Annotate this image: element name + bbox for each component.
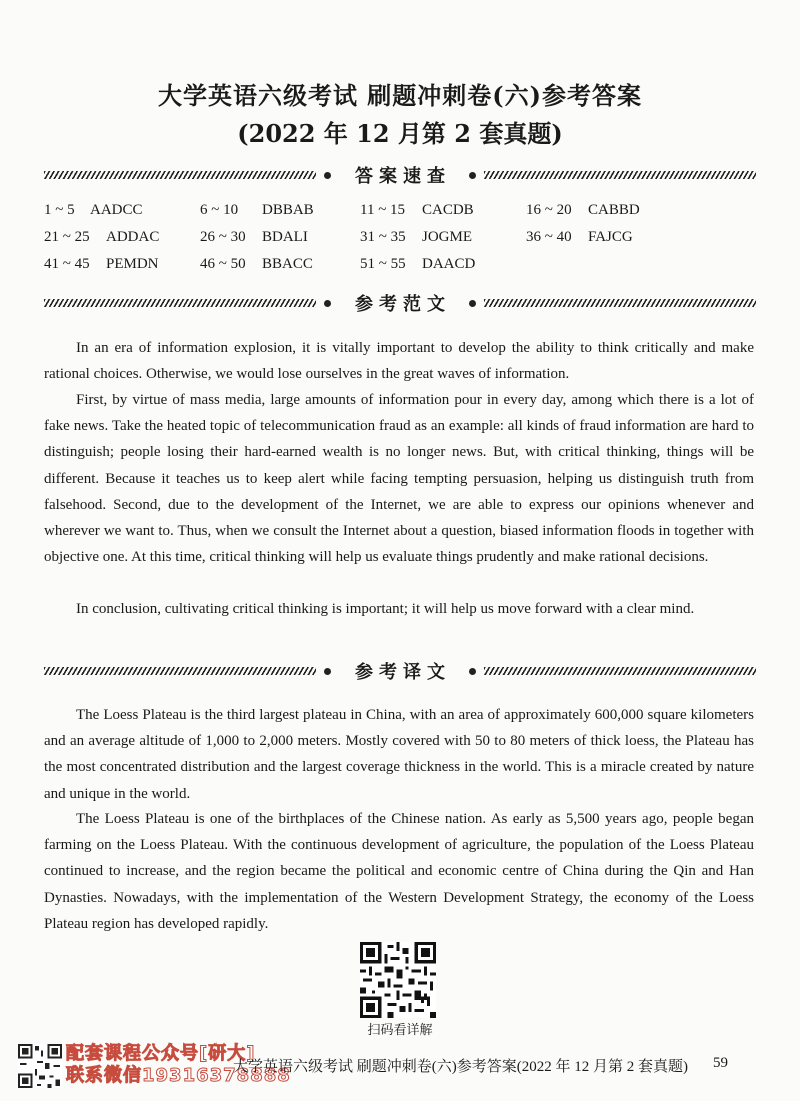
translation-paragraph-2: The Loess Plateau is one of the birthplaces of the Chinese nation. As early as 5,500 years ago, people began farming on the Loess Plateau. With the continuous development of agriculture, the population of the Loess Plateau continued to increase, and the region became the political and economic centre of China during the Qin and Han Dynasties. Nowadays, with the implementation of the Western Development Strategy, the economy of the Loess Plateau region has developed rapidly. xyxy=(44,811,754,932)
essay-paragraph-1: In an era of information explosion, it is vitally important to develop the ability to think critically and make rational choices. Otherwise, we would lose ourselves in the great waves of information. xyxy=(44,340,754,383)
answer-row xyxy=(44,229,744,256)
qr-code-icon xyxy=(360,942,436,1018)
answer-cell: 51 ~ 55 DAACD xyxy=(360,256,476,272)
divider-dot xyxy=(469,172,476,179)
answer-cell: 46 ~ 50 BBACC xyxy=(200,256,313,272)
divider-hatch xyxy=(484,667,756,675)
divider-hatch xyxy=(484,171,756,179)
stamp-line-2: 联系微信19316378888 xyxy=(66,1065,291,1086)
stamp-line-1: 配套课程公众号[研大] xyxy=(66,1043,256,1064)
section-title-essay: 参考范文 xyxy=(355,294,451,315)
divider-dot xyxy=(469,300,476,307)
section-header-essay xyxy=(44,288,756,318)
page-number: 59 xyxy=(713,1055,728,1071)
answer-row xyxy=(44,256,744,283)
answer-row xyxy=(44,202,744,229)
running-footer: 大学英语六级考试 刷题冲刺卷(六)参考答案(2022 年 12 月第 2 套真题) xyxy=(233,1059,688,1075)
section-title-answers: 答案速查 xyxy=(355,166,451,187)
divider-hatch xyxy=(44,667,316,675)
qr-caption: 扫码看详解 xyxy=(367,1023,433,1038)
divider-hatch xyxy=(484,299,756,307)
page-subtitle: (2022 年 12 月第 2 套真题) xyxy=(237,119,563,148)
section-header-answers xyxy=(44,160,756,190)
divider-dot xyxy=(469,668,476,675)
essay-paragraph-2: First, by virtue of mass media, large amounts of information pour in every day, among which there is a lot of fake news. Take the heated topic of telecommunication fraud as an example: all kinds of fraud information are hard to distinguish; people losing their hard-earned wealth is no longer news. But, with critical thinking, things will be different. Because it teaches us to keep alert while facing tempting persuasion, helping us distinguish truth from falsehood. Second, due to the development of the Internet, we are able to express our opinions whenever and wherever we want to. Thus, when we consult the Internet about a question, biased information floods in together with objective one. At this time, critical thinking will help us evaluate things prudently and make rational decisions. xyxy=(44,392,754,566)
answer-cell: 16 ~ 20 CABBD xyxy=(526,202,640,218)
translation-paragraph-1: The Loess Plateau is the third largest plateau in China, with an area of approximately 600,000 square kilometers and an average altitude of 1,000 to 2,000 meters. Mostly covered with 50 to 80 meters of thick loess, the Plateau has the most concentrated distribution and the largest coverage thickness in the world. This is a miracle created by nature and unique in the world. xyxy=(44,707,754,802)
divider-hatch xyxy=(44,299,316,307)
divider-dot xyxy=(324,172,331,179)
section-title-translation: 参考译文 xyxy=(355,662,451,683)
page-title: 大学英语六级考试 刷题冲刺卷(六)参考答案 xyxy=(157,81,643,110)
divider-dot xyxy=(324,668,331,675)
answer-cell: 1 ~ 5 AADCC xyxy=(44,202,143,218)
section-header-translation xyxy=(44,656,756,686)
answer-cell: 6 ~ 10 DBBAB xyxy=(200,202,314,218)
answer-cell: 36 ~ 40 FAJCG xyxy=(526,229,633,245)
answer-cell: 21 ~ 25 ADDAC xyxy=(44,229,160,245)
answer-cell: 11 ~ 15 CACDB xyxy=(360,202,474,218)
essay-paragraph-3: In conclusion, cultivating critical thinking is important; it will help us move forward with a clear mind. xyxy=(76,601,695,617)
divider-hatch xyxy=(44,171,316,179)
answer-cell: 31 ~ 35 JOGME xyxy=(360,229,473,245)
divider-dot xyxy=(324,300,331,307)
answer-cell: 26 ~ 30 BDALI xyxy=(200,229,308,245)
small-qr-code-icon xyxy=(18,1044,62,1088)
answer-cell: 41 ~ 45 PEMDN xyxy=(44,256,159,272)
answer-key-grid xyxy=(44,202,744,283)
